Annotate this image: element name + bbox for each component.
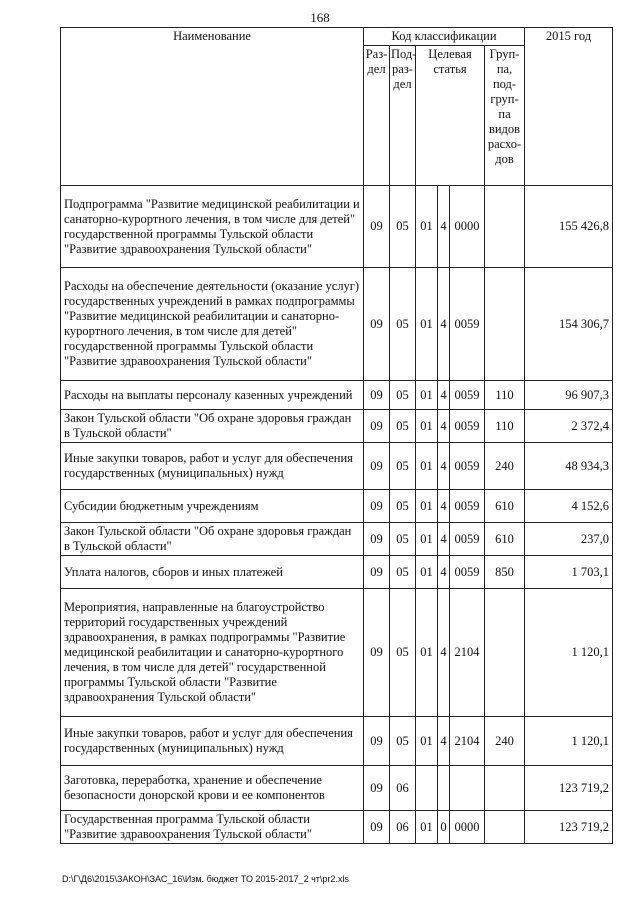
row-amount: 123 719,2 <box>525 766 613 811</box>
row-direction-code: 0059 <box>450 381 485 410</box>
row-subsection: 05 <box>390 410 416 443</box>
row-expense-type <box>485 766 525 811</box>
header-year: 2015 год <box>525 28 613 186</box>
row-expense-type <box>485 268 525 381</box>
row-direction-code: 0000 <box>450 186 485 268</box>
table-row <box>61 766 613 811</box>
row-expense-type <box>485 811 525 844</box>
header-section: Раз- дел <box>364 46 390 186</box>
row-program-code: 01 <box>416 717 438 766</box>
row-name: Расходы на выплаты персоналу казенных учреждений <box>61 381 364 410</box>
row-subsection: 05 <box>390 381 416 410</box>
row-program-code: 01 <box>416 410 438 443</box>
row-name: Субсидии бюджетным учреждениям <box>61 490 364 523</box>
row-subprogram-code <box>438 766 450 811</box>
row-direction-code: 0059 <box>450 523 485 556</box>
row-direction-code: 0059 <box>450 410 485 443</box>
row-subprogram-code: 4 <box>438 556 450 589</box>
row-amount: 1 703,1 <box>525 556 613 589</box>
row-expense-type: 240 <box>485 443 525 490</box>
row-amount: 96 907,3 <box>525 381 613 410</box>
row-subsection: 05 <box>390 186 416 268</box>
row-amount: 1 120,1 <box>525 717 613 766</box>
row-name: Подпрограмма "Развитие медицинской реабилитации и санаторно-курортного лечения, в том числе для детей" государственной программы Тульской области "Развитие здравоохранения Тульской области" <box>61 186 364 268</box>
row-direction-code: 2104 <box>450 717 485 766</box>
row-section: 09 <box>364 556 390 589</box>
row-section: 09 <box>364 490 390 523</box>
row-subprogram-code: 4 <box>438 381 450 410</box>
row-section: 09 <box>364 811 390 844</box>
row-program-code: 01 <box>416 556 438 589</box>
row-name: Уплата налогов, сборов и иных платежей <box>61 556 364 589</box>
row-subprogram-code: 4 <box>438 523 450 556</box>
page-number: 168 <box>310 10 330 25</box>
row-name: Расходы на обеспечение деятельности (оказание услуг) государственных учреждений в рамках подпрограммы "Развитие медицинской реабилитации и санаторно-курортного лечения, в том числе для детей" государственной программы Тульской области "Развитие здравоохранения Тульской области" <box>61 268 364 381</box>
row-section: 09 <box>364 381 390 410</box>
row-subsection: 06 <box>390 766 416 811</box>
row-amount: 237,0 <box>525 523 613 556</box>
row-expense-type: 610 <box>485 523 525 556</box>
file-path-footer: D:\Г\Д6\2015\ЗАКОН\ЗАС_16\Изм. бюджет ТО 2015-2017_2 чт\pr2.xls <box>62 874 349 884</box>
row-program-code: 01 <box>416 443 438 490</box>
row-amount: 48 934,3 <box>525 443 613 490</box>
row-expense-type: 110 <box>485 410 525 443</box>
row-subprogram-code: 0 <box>438 811 450 844</box>
row-expense-type <box>485 589 525 717</box>
header-target-article: Целевая статья <box>416 46 485 186</box>
row-program-code: 01 <box>416 268 438 381</box>
row-name: Иные закупки товаров, работ и услуг для обеспечения государственных (муниципальных) нужд <box>61 443 364 490</box>
row-section: 09 <box>364 717 390 766</box>
row-amount: 155 426,8 <box>525 186 613 268</box>
row-subprogram-code: 4 <box>438 490 450 523</box>
table-row <box>61 556 613 589</box>
table-row <box>61 490 613 523</box>
row-direction-code: 2104 <box>450 589 485 717</box>
row-subprogram-code: 4 <box>438 589 450 717</box>
row-subprogram-code: 4 <box>438 717 450 766</box>
row-subsection: 06 <box>390 811 416 844</box>
row-section: 09 <box>364 443 390 490</box>
row-name: Закон Тульской области "Об охране здоровья граждан в Тульской области" <box>61 523 364 556</box>
row-expense-type: 850 <box>485 556 525 589</box>
row-expense-type: 110 <box>485 381 525 410</box>
table-row <box>61 186 613 268</box>
row-name: Государственная программа Тульской области "Развитие здравоохранения Тульской области" <box>61 811 364 844</box>
row-amount: 2 372,4 <box>525 410 613 443</box>
row-subsection: 05 <box>390 490 416 523</box>
row-subsection: 05 <box>390 556 416 589</box>
table-row <box>61 410 613 443</box>
table-row <box>61 811 613 844</box>
row-subsection: 05 <box>390 443 416 490</box>
row-direction-code: 0059 <box>450 490 485 523</box>
row-direction-code: 0000 <box>450 811 485 844</box>
row-name: Закон Тульской области "Об охране здоровья граждан в Тульской области" <box>61 410 364 443</box>
row-direction-code: 0059 <box>450 556 485 589</box>
row-expense-type <box>485 186 525 268</box>
table-row <box>61 523 613 556</box>
header-group: Груп- па, под- груп- па видов расхо- дов <box>485 46 525 186</box>
row-expense-type: 610 <box>485 490 525 523</box>
row-amount: 154 306,7 <box>525 268 613 381</box>
row-section: 09 <box>364 410 390 443</box>
row-subprogram-code: 4 <box>438 410 450 443</box>
row-section: 09 <box>364 589 390 717</box>
row-subprogram-code: 4 <box>438 186 450 268</box>
header-subsection: Под- раз- дел <box>390 46 416 186</box>
row-amount: 4 152,6 <box>525 490 613 523</box>
row-name: Заготовка, переработка, хранение и обеспечение безопасности донорской крови и ее компонентов <box>61 766 364 811</box>
table-row <box>61 443 613 490</box>
row-program-code <box>416 766 438 811</box>
row-direction-code: 0059 <box>450 443 485 490</box>
row-amount: 1 120,1 <box>525 589 613 717</box>
table-row <box>61 717 613 766</box>
row-subsection: 05 <box>390 268 416 381</box>
row-subsection: 05 <box>390 589 416 717</box>
row-amount: 123 719,2 <box>525 811 613 844</box>
row-name: Мероприятия, направленные на благоустройство территорий государственных учреждений здравоохранения, в рамках подпрограммы "Развитие медицинской реабилитации и санаторно-курортного лечения, в том числе для детей" государственной программы Тульской области "Развитие здравоохранения Тульской области" <box>61 589 364 717</box>
row-subsection: 05 <box>390 717 416 766</box>
row-subsection: 05 <box>390 523 416 556</box>
row-program-code: 01 <box>416 811 438 844</box>
header-name: Наименование <box>61 28 364 186</box>
budget-table <box>60 27 613 844</box>
row-program-code: 01 <box>416 490 438 523</box>
row-program-code: 01 <box>416 381 438 410</box>
header-code: Код классификации <box>364 28 525 46</box>
row-direction-code: 0059 <box>450 268 485 381</box>
row-section: 09 <box>364 186 390 268</box>
row-expense-type: 240 <box>485 717 525 766</box>
row-section: 09 <box>364 766 390 811</box>
row-section: 09 <box>364 523 390 556</box>
row-program-code: 01 <box>416 589 438 717</box>
row-name: Иные закупки товаров, работ и услуг для обеспечения государственных (муниципальных) нужд <box>61 717 364 766</box>
table-row <box>61 268 613 381</box>
row-section: 09 <box>364 268 390 381</box>
row-direction-code <box>450 766 485 811</box>
header-row <box>61 28 613 46</box>
table-row <box>61 381 613 410</box>
row-subprogram-code: 4 <box>438 443 450 490</box>
row-program-code: 01 <box>416 186 438 268</box>
table-row <box>61 589 613 717</box>
row-subprogram-code: 4 <box>438 268 450 381</box>
row-program-code: 01 <box>416 523 438 556</box>
